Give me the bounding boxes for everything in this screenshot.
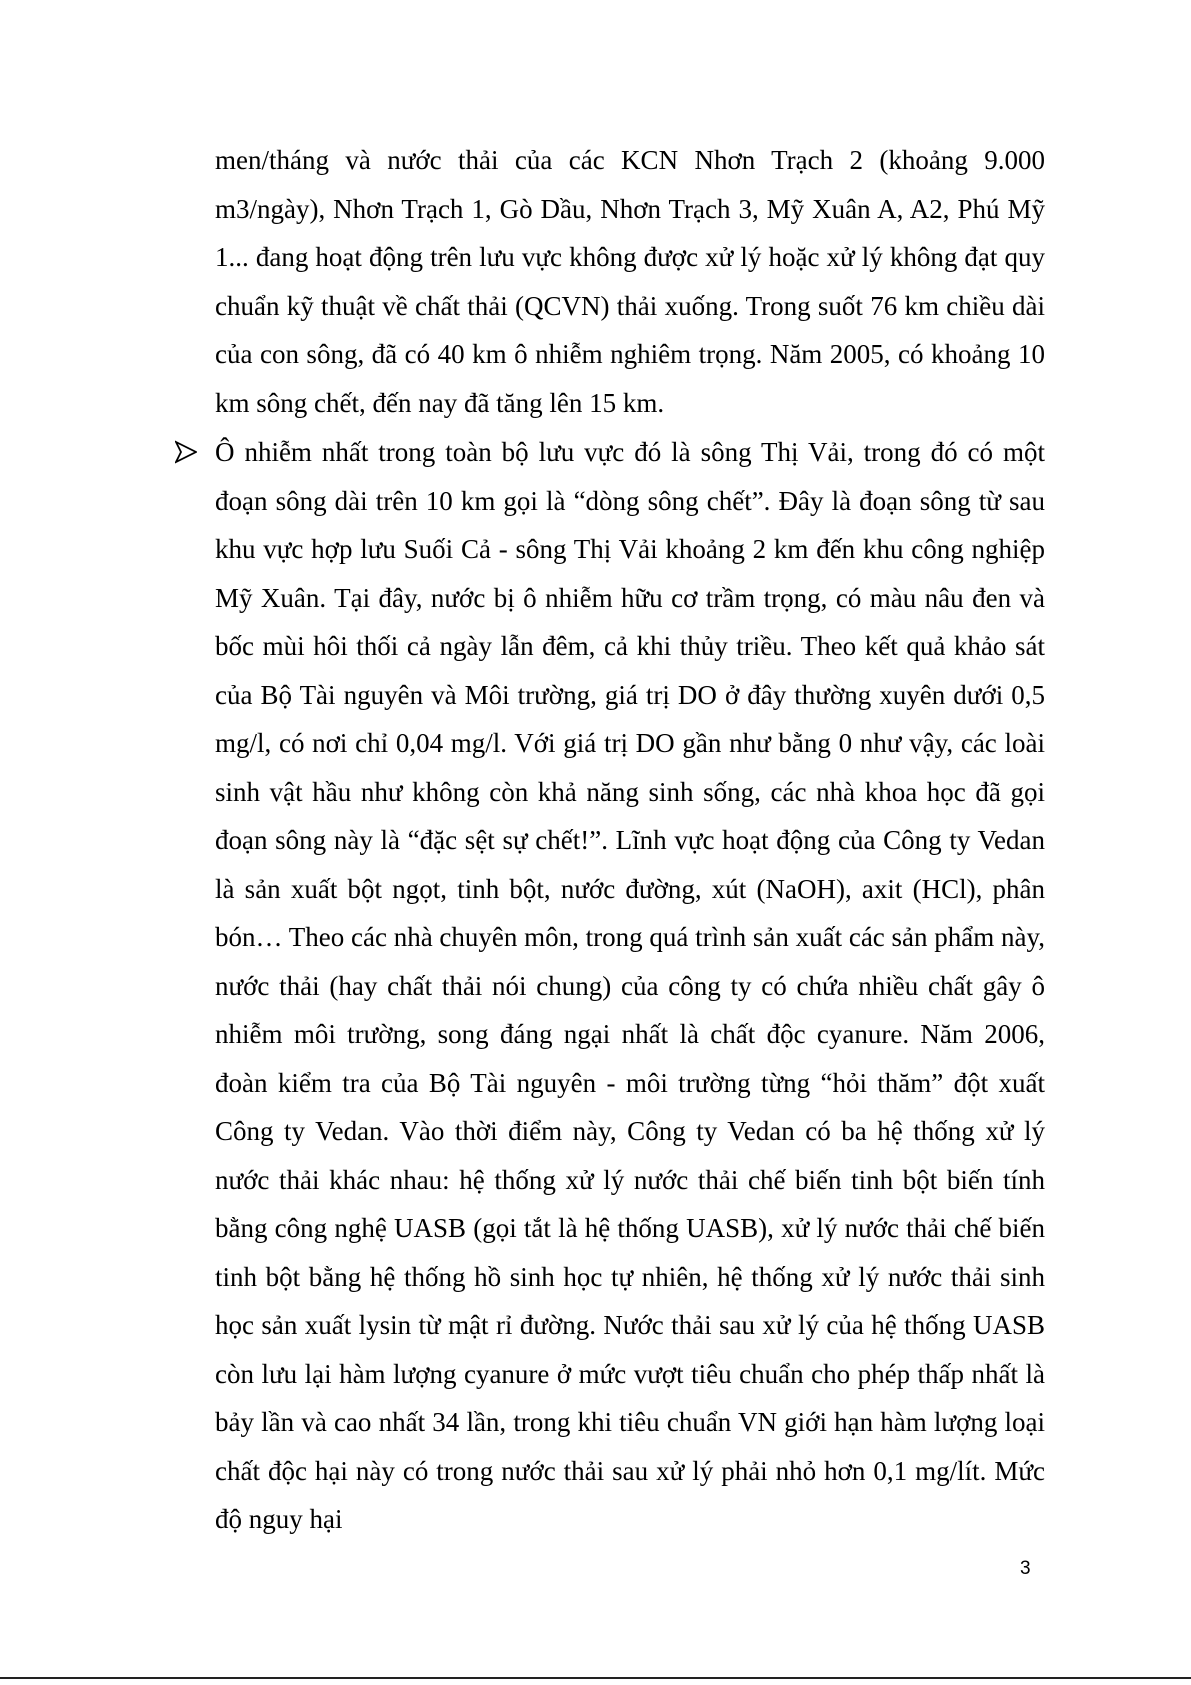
arrowhead-bullet-icon [175,440,197,464]
page-number: 3 [1020,1558,1031,1579]
paragraph-continuation: men/tháng và nước thải của các KCN Nhơn Trạch 2 (khoảng 9.000 m3/ngày), Nhơn Trạch 1, Gò Dầu, Nhơn Trạch 3, Mỹ Xuân A, A2, Phú Mỹ 1... đang hoạt động trên lưu vực không được xử lý hoặc xử lý không đạt quy chuẩn kỹ thuật về chất thải (QCVN) thải xuống. Trong suốt 76 km chiều dài của con sông, đã có 40 km ô nhiễm nghiêm trọng. Năm 2005, có khoảng 10 km sông chết, đến nay đã tăng lên 15 km. [215,145,1045,418]
bullet-paragraph: Ô nhiễm nhất trong toàn bộ lưu vực đó là sông Thị Vải, trong đó có một đoạn sông dài trên 10 km gọi là “dòng sông chết”. Đây là đoạn sông từ sau khu vực hợp lưu Suối Cả - sông Thị Vải khoảng 2 km đến khu công nghiệp Mỹ Xuân. Tại đây, nước bị ô nhiễm hữu cơ trầm trọng, có màu nâu đen và bốc mùi hôi thối cả ngày lẫn đêm, cả khi thủy triều. Theo kết quả khảo sát của Bộ Tài nguyên và Môi trường, giá trị DO ở đây thường xuyên dưới 0,5 mg/l, có nơi chỉ 0,04 mg/l. Với giá trị DO gần như bằng 0 như vậy, các loài sinh vật hầu như không còn khả năng sinh sống, các nhà khoa học đã gọi đoạn sông này là “đặc sệt sự chết!”. Lĩnh vực hoạt động của Công ty Vedan là sản xuất bột ngọt, tinh bột, nước đường, xút (NaOH), axit (HCl), phân bón… Theo các nhà chuyên môn, trong quá trình sản xuất các sản phẩm này, nước thải (hay chất thải nói chung) của công ty có chứa nhiều chất gây ô nhiễm môi trường, song đáng ngại nhất là chất độc cyanure. Năm 2006, đoàn kiểm tra của Bộ Tài nguyên - môi trường từng “hỏi thăm” đột xuất Công ty Vedan. Vào thời điểm này, Công ty Vedan có ba hệ thống xử lý nước thải khác nhau: hệ thống xử lý nước thải chế biến tinh bột biến tính bằng công nghệ UASB (gọi tắt là hệ thống UASB), xử lý nước thải chế biến tinh bột bằng hệ thống hồ sinh học tự nhiên, hệ thống xử lý nước thải sinh học sản xuất lysin từ mật rỉ đường. Nước thải sau xử lý của hệ thống UASB còn lưu lại hàm lượng cyanure ở mức vượt tiêu chuẩn cho phép thấp nhất là bảy lần và cao nhất 34 lần, trong khi tiêu chuẩn VN giới hạn hàm lượng loại chất độc hại này có trong nước thải sau xử lý phải nhỏ hơn 0,1 mg/lít. Mức độ nguy hại [215,437,1045,1534]
footer-divider [0,1677,1191,1679]
